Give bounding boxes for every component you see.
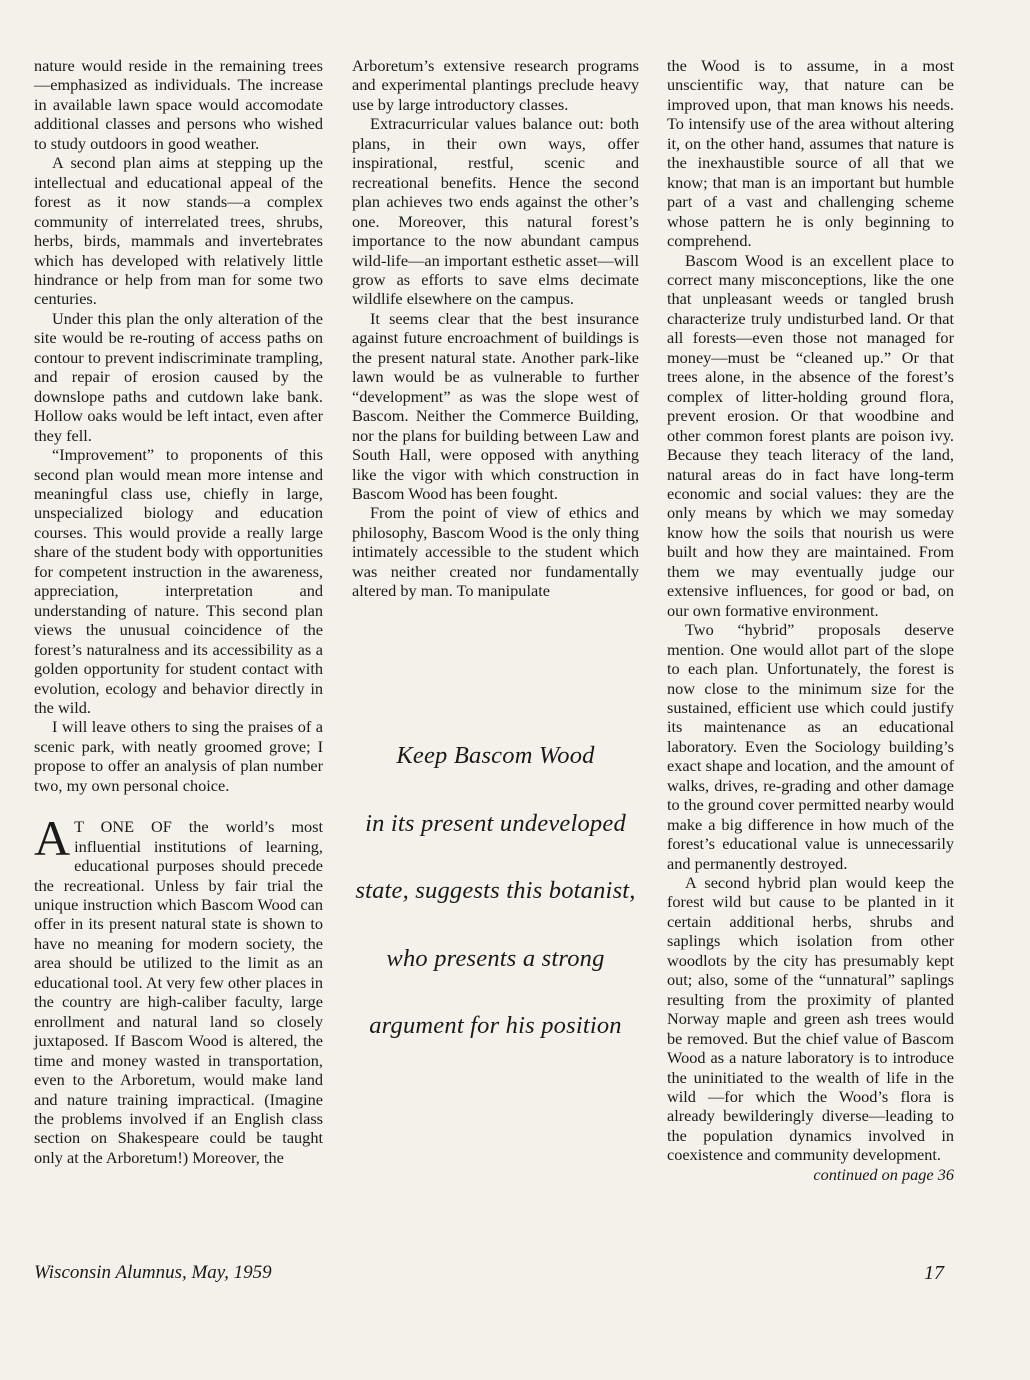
article-column-right — [667, 56, 954, 1184]
pull-quote-line: in its present undeveloped — [365, 809, 626, 837]
paragraph-text: the world’s most influential institutions of learning, educational purposes should precede the recreational. Unless by fair trial the unique instruction which Bascom Wood can offer in its present natural state is shown to have no meaning for modern society, the area should be utilized to the limit as an educational tool. At very few other places in the country are high-caliber faculty, large enrollment and natural land so closely juxtaposed. If Bascom Wood is altered, the time and money wasted in transportation, even to the Arboretum, would make land and nature training impractical. (Imagine the problems involved if an English class section on Shakespeare could be taught only at the Arboretum!) Moreover, the — [34, 817, 323, 1167]
article-column-left — [34, 56, 323, 1167]
pull-quote-line: Keep Bascom Wood — [396, 742, 595, 769]
pull-quote — [352, 742, 639, 1080]
drop-cap-letter: A — [34, 810, 71, 867]
pull-quote-line: state, suggests this botanist, — [355, 877, 636, 904]
paragraph: I will leave others to sing the praises of a scenic park, with neatly groomed grove; I propose to offer an analysis of plan number two, my own personal choice. — [34, 717, 323, 795]
page-number: 17 — [924, 1262, 944, 1284]
paragraph: From the point of view of ethics and philosophy, Bascom Wood is the only thing intimately accessible to the student which was neither created nor fundamentally altered by man. To manipulate — [352, 503, 639, 601]
paragraph: nature would reside in the remaining trees—emphasized as individuals. The increase in available lawn space would accomodate additional classes and persons who wished to study outdoors in good weather. — [34, 56, 323, 153]
paragraph: Bascom Wood is an excellent place to correct many misconceptions, like the one that unpleasant weeds or tangled brush characterize truly undisturbed land. Or that all forests—even those not managed for money—must be “cleaned up.” Or that trees alone, in the absence of the forest’s complex of litter-holding ground flora, prevent erosion. Or that woodbine and other common forest plants are poison ivy. Because they teach literacy of the land, natural areas do in fact have long-term economic and social values: they are the only means by which we may someday know how the soils that nourish us were built and how they are maintained. From them we may eventually judge our extensive influences, for good or bad, on our own formative environment. — [667, 250, 954, 620]
section-break — [34, 795, 323, 817]
paragraph: Two “hybrid” proposals deserve mention. One would allot part of the slope to each plan. Unfortunately, the forest is now close to the minimum size for the sustained, efficient use which could justify its maintenance as an educational laboratory. Even the Sociology building’s exact shape and location, and the amount of walks, drives, re-grading and other damage to the ground cover permitted nearby would make a big difference in how much of the forest’s educational value is unnecessarily and permanently destroyed. — [667, 620, 954, 873]
article-column-middle — [352, 56, 639, 601]
paragraph: Extracurricular values balance out: both plans, in their own ways, offer inspirational, restful, scenic and recreational benefits. Hence the second plan achieves two ends against the other’s one. Moreover, this natural forest’s importance to the now abundant campus wild-life—an important esthetic asset—will grow as efforts to save elms decimate wildlife elsewhere on the campus. — [352, 114, 639, 309]
pull-quote-line: who presents a strong — [386, 944, 605, 972]
continued-note: continued on page 36 — [813, 1164, 954, 1184]
paragraph: “Improvement” to proponents of this second plan would mean more intense and meaningful class use, chiefly in large, unspecialized biology and education courses. This would provide a really large share of the student body with opportunities for competent instruction in the awareness, appreciation, interpretation and understanding of nature. This second plan views the unusual coincidence of the forest’s naturalness and its accessibility as a golden opportunity for student contact with evolution, ecology and behavior directly in the wild. — [34, 445, 323, 717]
paragraph: the Wood is to assume, in a most unscientific way, that nature can be improved upon, that man knows his needs. To intensify use of the area without altering it, on the other hand, assumes that nature is the inexhaustible source of all that we know; that man is an important but humble part of a vast and challenging scheme whose pattern he is only beginning to comprehend. — [667, 56, 954, 251]
pull-quote-line: argument for his position — [369, 1012, 622, 1039]
paragraph: It seems clear that the best insurance against future encroachment of buildings is the present natural state. Another park-like lawn would be as vulnerable to further “development” as was the slope west of Bascom. Neither the Commerce Building, nor the plans for building between Law and South Hall, were opposed with anything like the vigor with which construction in Bascom Wood has been fought. — [352, 308, 639, 503]
paragraph-dropcap — [34, 810, 323, 1167]
publication-footer: Wisconsin Alumnus, May, 1959 — [34, 1262, 272, 1283]
paragraph: Under this plan the only alteration of the site would be re-routing of access paths on contour to prevent indiscriminate trampling, and repair of erosion caused by the downslope paths and cutdown lake bank. Hollow oaks would be left intact, even after they fell. — [34, 308, 323, 445]
paragraph: A second plan aims at stepping up the intellectual and educational appeal of the forest as it now stands—a complex community of interrelated trees, shrubs, herbs, birds, mammals and invertebrates which has developed with relatively little hindrance or help from man for some two centuries. — [34, 153, 323, 309]
paragraph: Arboretum’s extensive research programs and experimental plantings preclude heavy use by large introductory classes. — [352, 56, 639, 114]
paragraph: A second hybrid plan would keep the forest wild but cause to be planted in it certain additional herbs, shrubs and saplings which isolation from other woodlots by the city has presumably kept out; also, some of the “unnatural” saplings resulting from the proximity of planted Norway maple and green ash trees would be removed. But the chief value of Bascom Wood as a nature laboratory is to introduce the uninitiated to the wealth of life in the wild —for which the Wood’s flora is already bewilderingly diverse—leading to the population dynamics involved in coexistence and community development. — [667, 873, 954, 1165]
lead-in-caps: T ONE OF — [74, 817, 172, 837]
